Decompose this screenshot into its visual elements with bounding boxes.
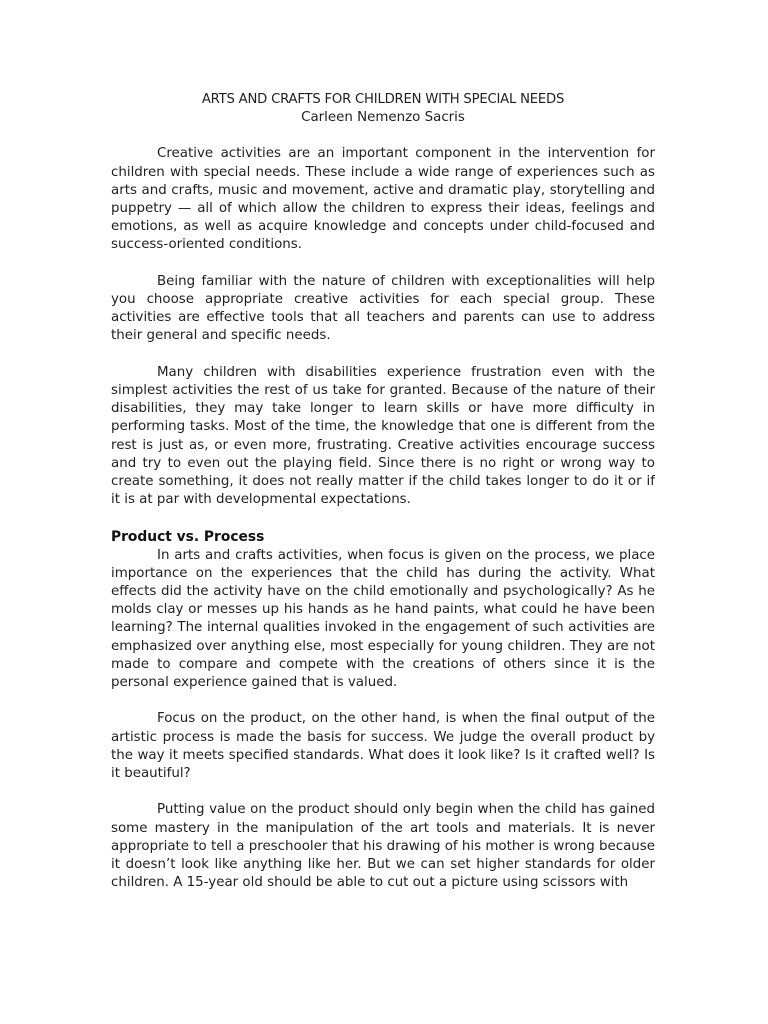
document-title: ARTS AND CRAFTS FOR CHILDREN WITH SPECIAL NEEDS — [201, 92, 565, 107]
paragraph-5: Focus on the product, on the other hand, is when the final output of the artistic process is made the basis for success. We judge the overall product by the way it meets specified standards. What does it look like? Is it crafted well? Is it beautiful? — [111, 711, 655, 782]
section-heading: Product vs. Process — [111, 528, 265, 545]
paragraph-4: In arts and crafts activities, when focus is given on the process, we place importance on the experiences that the child has during the activity. What effects did the activity have on the child emotionally and psychologically? As he molds clay or messes up his hands as he hand paints, what could he have been learning? The internal qualities invoked in the engagement of such activities are emphasized over anything else, most especially for young children. They are not made to compare and compete with the creations of others since it is the personal experience gained that is valued. — [111, 547, 655, 691]
paragraph-3: Many children with disabilities experience frustration even with the simplest activities the rest of us take for granted. Because of the nature of their disabilities, they may take longer to learn skills or have more difficulty in performing tasks. Most of the time, the knowledge that one is different from the rest is just as, or even more, frustrating. Creative activities encourage success and try to even out the playing field. Since there is no right or wrong way to create something, it does not really matter if the child takes longer to do it or if it is at par with developmental expectations. — [111, 364, 655, 508]
paragraph-1: Creative activities are an important component in the intervention for children with special needs. These include a wide range of experiences such as arts and crafts, music and movement, active and dramatic play, storytelling and puppetry — all of which allow the children to express their ideas, feelings and emotions, as well as acquire knowledge and concepts under child-focused and success-oriented conditions. — [111, 146, 655, 253]
paragraph-6: Putting value on the product should only begin when the child has gained some mastery in the manipulation of the art tools and materials. It is never appropriate to tell a preschooler that his drawing of his mother is wrong because it doesn’t look like anything like her. But we can set higher standards for older children. A 15-year old should be able to cut out a picture using scissors with — [111, 802, 655, 891]
paragraph-2: Being familiar with the nature of children with exceptionalities will help you choose appropriate creative activities for each special group. These activities are effective tools that all teachers and parents can use to address their general and specific needs. — [111, 273, 655, 344]
document-page — [111, 91, 655, 991]
document-author: Carleen Nemenzo Sacris — [301, 110, 465, 126]
